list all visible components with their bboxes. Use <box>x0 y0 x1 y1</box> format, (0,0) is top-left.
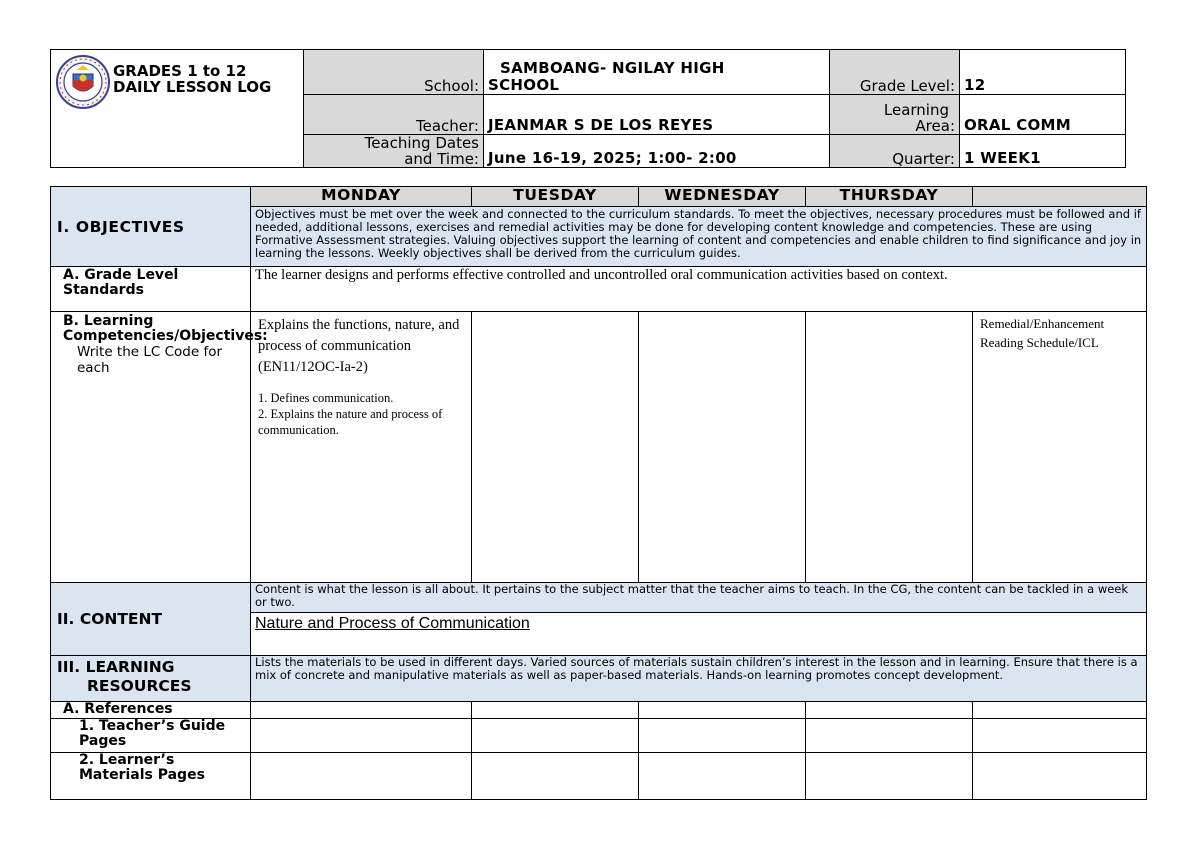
grade-level-value: 12 <box>960 50 1126 95</box>
grade-level-standards-label: A. Grade Level Standards <box>51 267 251 312</box>
references-monday <box>251 702 472 719</box>
learners-materials-wednesday <box>639 753 806 800</box>
learners-materials-monday <box>251 753 472 800</box>
teachers-guide-label: 1. Teacher’s Guide Pages <box>51 719 251 753</box>
content-value: Nature and Process of Communication <box>251 613 1147 656</box>
quarter-label: Quarter: <box>830 135 960 168</box>
learning-competencies-label: B. Learning Competencies/Objectives: Write the LC Code for each <box>51 312 251 583</box>
tuesday-competency <box>472 312 639 583</box>
monday-competency: Explains the functions, nature, and process of communication (EN11/12OC-Ia-2) 1. Defines communication. 2. Explains the nature and process of communication. <box>251 312 472 583</box>
teachers-guide-wednesday <box>639 719 806 753</box>
learning-resources-heading: III. LEARNING RESOURCES <box>51 656 251 702</box>
header-title-cell <box>51 50 304 168</box>
learners-materials-thursday <box>806 753 973 800</box>
teachers-guide-thursday <box>806 719 973 753</box>
deped-seal-icon <box>55 54 111 110</box>
lesson-log-table <box>50 186 1147 800</box>
grade-level-standards-value: The learner designs and performs effective controlled and uncontrolled oral communication activities based on context. <box>251 267 1147 312</box>
objectives-note: Objectives must be met over the week and connected to the curriculum standards. To meet the objectives, necessary procedures must be followed and if needed, additional lessons, exercises and remedial activities may be done for developing content knowledge and competencies. These are using Formative Assessment strategies. Valuing objectives support the learning of content and competencies and enable children to find significance and joy in learning the lessons. Weekly objectives shall be derived from the curriculum guides. <box>251 207 1147 267</box>
objectives-heading: I. OBJECTIVES <box>51 187 251 267</box>
teacher-value: JEANMAR S DE LOS REYES <box>484 95 830 135</box>
content-note: Content is what the lesson is all about. It pertains to the subject matter that the teacher aims to teach. In the CG, the content can be tackled in a week or two. <box>251 583 1147 613</box>
references-tuesday <box>472 702 639 719</box>
learners-materials-tuesday <box>472 753 639 800</box>
teachers-guide-monday <box>251 719 472 753</box>
learning-area-value: ORAL COMM <box>960 95 1126 135</box>
day-header-monday: MONDAY <box>251 187 472 207</box>
school-value: SAMBOANG- NGILAY HIGH SCHOOL <box>484 50 830 95</box>
friday-competency: Remedial/Enhancement Reading Schedule/ICL <box>973 312 1147 583</box>
header-table <box>50 49 1126 168</box>
teacher-label: Teacher: <box>304 95 484 135</box>
day-header-wednesday: WEDNESDAY <box>639 187 806 207</box>
quarter-value: 1 WEEK1 <box>960 135 1126 168</box>
learning-area-label: Learning Area: <box>830 95 960 135</box>
header-title-line2: DAILY LESSON LOG <box>113 78 272 96</box>
teachers-guide-friday <box>973 719 1147 753</box>
learners-materials-friday <box>973 753 1147 800</box>
day-header-thursday: THURSDAY <box>806 187 973 207</box>
school-label: School: <box>304 50 484 95</box>
thursday-competency <box>806 312 973 583</box>
teaching-dates-label: Teaching Dates and Time: <box>304 135 484 168</box>
teaching-dates-value: June 16-19, 2025; 1:00- 2:00 <box>484 135 830 168</box>
references-thursday <box>806 702 973 719</box>
learners-materials-label: 2. Learner’s Materials Pages <box>51 753 251 800</box>
references-label: A. References <box>51 702 251 719</box>
learning-resources-note: Lists the materials to be used in different days. Varied sources of materials sustain children’s interest in the lesson and in learning. Ensure that there is a mix of concrete and manipulative materials as well as paper-based materials. Hands-on learning promotes concept development. <box>251 656 1147 702</box>
wednesday-competency <box>639 312 806 583</box>
references-friday <box>973 702 1147 719</box>
day-header-friday <box>973 187 1147 207</box>
teachers-guide-tuesday <box>472 719 639 753</box>
content-heading: II. CONTENT <box>51 583 251 656</box>
header-title-line1: GRADES 1 to 12 <box>113 62 247 80</box>
references-wednesday <box>639 702 806 719</box>
day-header-tuesday: TUESDAY <box>472 187 639 207</box>
grade-level-label: Grade Level: <box>830 50 960 95</box>
